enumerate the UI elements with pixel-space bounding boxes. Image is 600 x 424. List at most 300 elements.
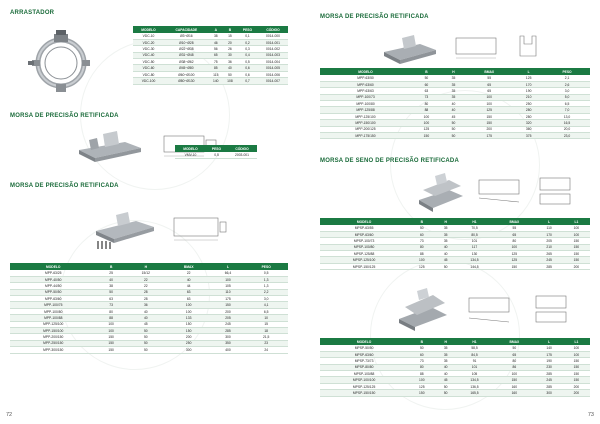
table-cell: 150 <box>96 340 125 346</box>
table-cell: 0,5 <box>244 270 288 276</box>
table-cell: 150 <box>212 302 245 308</box>
table-cell: MPSP-125/88 <box>320 251 408 257</box>
table-cell: 200 <box>212 308 245 314</box>
table-cell: 205 <box>536 238 563 244</box>
sine-vise-diagram-2 <box>465 290 521 330</box>
table-cell: 55 <box>493 225 535 231</box>
col-header: BMAX <box>493 218 535 225</box>
table-cell: 40 <box>442 107 465 113</box>
table-cell: 101 <box>456 238 493 244</box>
sine-vise-image <box>415 170 467 214</box>
table-cell: Ø38~Ø62 <box>164 59 209 65</box>
table-cell: 170 <box>513 81 544 87</box>
table-cell: MPP-200/150 <box>10 334 96 340</box>
table-cell: 40 <box>435 364 456 370</box>
col-header: MODELO <box>133 26 164 33</box>
table-cell: 125 <box>493 257 535 263</box>
table-row <box>10 347 288 353</box>
table-row <box>320 390 590 396</box>
table-cell: 63 <box>166 289 212 295</box>
col-header: MODELO <box>320 218 408 225</box>
table-cell: 55 <box>465 75 513 81</box>
table-cell: 100 <box>563 351 590 357</box>
table-cell: 144,5 <box>456 263 493 269</box>
table-cell: 75 <box>209 59 223 65</box>
table-cell: MPSP-73/73 <box>320 358 408 364</box>
table-cell: 80 <box>408 364 435 370</box>
table-cell: 245 <box>536 377 563 383</box>
col-header: MODELO <box>320 338 408 345</box>
sine-vise-table <box>320 218 590 270</box>
table-cell: 23,0 <box>544 133 590 139</box>
table-cell: 0014-003 <box>258 52 288 58</box>
table-cell: MPP-125/88 <box>320 107 411 113</box>
table-cell: MPP-300/150 <box>10 347 96 353</box>
table-cell: 15 <box>223 33 237 39</box>
table-cell: MPP-175/150 <box>320 133 411 139</box>
table-cell: MPSP-100/73 <box>320 238 408 244</box>
table-cell: 3,0 <box>244 296 288 302</box>
arrastador-table <box>133 26 288 85</box>
table-cell: Ø10~Ø28 <box>164 39 209 45</box>
vise-diagram-3 <box>452 32 508 64</box>
table-cell: 150 <box>411 133 442 139</box>
table-cell: 40 <box>442 101 465 107</box>
col-header: PESO <box>237 26 258 33</box>
table-cell: 150 <box>493 377 535 383</box>
table-cell: 300 <box>536 390 563 396</box>
table-cell: 175 <box>212 296 245 302</box>
table-cell: 40 <box>435 244 456 250</box>
table-cell: MPP-44/50 <box>10 283 96 289</box>
table-cell: 170 <box>536 231 563 237</box>
table-cell: 63 <box>96 296 125 302</box>
col-header: CÓDIGO <box>227 145 257 152</box>
table-cell: MPSP-150/125 <box>320 263 408 269</box>
lathe-dog-image <box>28 30 94 96</box>
col-header: B <box>408 338 435 345</box>
table-cell: 50 <box>408 225 435 231</box>
table-cell: 250 <box>513 101 544 107</box>
table-cell: 66,4 <box>212 270 245 276</box>
table-cell: 0,5 <box>237 59 258 65</box>
table-cell: MPP-200/125 <box>320 126 411 132</box>
table-cell: 100 <box>563 345 590 351</box>
table-cell: 28 <box>126 296 166 302</box>
col-header: H1 <box>456 218 493 225</box>
col-header: PESO <box>544 68 590 75</box>
page-number: 72 <box>6 412 13 418</box>
table-cell: 21,5 <box>244 334 288 340</box>
table-cell: 0014-000 <box>258 33 288 39</box>
table-cell: 60 <box>411 81 442 87</box>
table-cell: 20 <box>223 39 237 45</box>
table-cell: 105 <box>212 283 245 289</box>
col-header: BMAX <box>465 68 513 75</box>
table-cell: 0,7 <box>237 78 258 84</box>
table-cell: 210 <box>536 244 563 250</box>
table-row <box>320 263 590 269</box>
col-header: B <box>411 68 442 75</box>
table-cell: 45 <box>435 377 456 383</box>
table-cell: 100 <box>493 244 535 250</box>
table-cell: 115 <box>209 71 223 77</box>
table-cell: 35 <box>442 94 465 100</box>
table-cell: 0014-001 <box>258 39 288 45</box>
table-cell: 110 <box>536 225 563 231</box>
table-cell: MPP-100/73 <box>320 94 411 100</box>
table-cell: 2,1 <box>544 75 590 81</box>
col-header: B <box>408 218 435 225</box>
sine-vise-side-diagram <box>536 172 576 210</box>
table-cell: 210 <box>513 94 544 100</box>
table-cell: VDC-80 <box>133 71 164 77</box>
section-title-seno: MORSA DE SENO DE PRECISÃO RETIFICADA <box>320 158 459 164</box>
table-cell: 40 <box>166 276 212 282</box>
col-header: L <box>536 338 563 345</box>
table-cell: MPP-50/50 <box>10 289 96 295</box>
table-cell: 73 <box>408 358 435 364</box>
table-row <box>320 133 590 139</box>
table-cell: 175 <box>465 133 513 139</box>
table-cell: 205 <box>212 315 245 321</box>
table-cell: 45 <box>442 113 465 119</box>
table-cell: 50 <box>411 75 442 81</box>
table-cell: 150 <box>96 347 125 353</box>
table-cell: 50 <box>126 340 166 346</box>
table-cell: 40 <box>435 251 456 257</box>
table-cell: 140 <box>536 345 563 351</box>
col-header: PESO <box>206 145 227 152</box>
table-cell: Ø45~Ø80 <box>164 65 209 71</box>
table-cell: 58,5 <box>456 345 493 351</box>
table-cell: MPSP-63/60 <box>320 231 408 237</box>
table-cell: 100 <box>408 377 435 383</box>
table-cell: 125 <box>465 107 513 113</box>
table-cell: 125 <box>411 126 442 132</box>
table-cell: 285 <box>536 263 563 269</box>
col-header: B <box>96 263 125 270</box>
table-cell: 150 <box>563 251 590 257</box>
table-row <box>133 78 288 84</box>
table-cell: 0,2 <box>237 39 258 45</box>
table-cell: MPP-100/80 <box>320 101 411 107</box>
table-cell: 70,5 <box>456 225 493 231</box>
table-cell: MPP-125/100 <box>10 321 96 327</box>
table-cell: 0,6 <box>237 71 258 77</box>
table-cell: 165,5 <box>456 390 493 396</box>
table-cell: 18 <box>244 328 288 334</box>
table-cell: MPP-63/63 <box>320 88 411 94</box>
table-cell: 63 <box>166 296 212 302</box>
table-cell: 40 <box>126 315 166 321</box>
table-cell: 88 <box>408 371 435 377</box>
table-cell: 25 <box>96 270 125 276</box>
table-cell: 0014-007 <box>258 78 288 84</box>
table-cell: 320 <box>513 120 544 126</box>
table-cell: 10 <box>244 315 288 321</box>
table-cell: 300 <box>166 347 212 353</box>
table-cell: MPSP-125/100 <box>320 257 408 263</box>
table-cell: 35 <box>435 358 456 364</box>
table-cell: 22 <box>126 283 166 289</box>
table-cell: 0,6 <box>237 65 258 71</box>
table-cell: 245 <box>212 321 245 327</box>
table-cell: 16,5 <box>544 120 590 126</box>
table-cell: 86 <box>493 364 535 370</box>
table-cell: 84,5 <box>456 351 493 357</box>
table-cell: 40 <box>96 276 125 282</box>
table-cell: 0014-005 <box>258 65 288 71</box>
table-cell: 80 <box>493 238 535 244</box>
col-header: H <box>442 68 465 75</box>
table-cell: 24 <box>244 347 288 353</box>
table-cell: MPSP-50/50 <box>320 345 408 351</box>
precision-vise-image <box>75 124 145 164</box>
table-row <box>175 152 257 158</box>
table-cell: 2,2 <box>244 289 288 295</box>
table-cell: 50 <box>223 71 237 77</box>
table-cell: 100 <box>563 231 590 237</box>
table-cell: 108 <box>223 78 237 84</box>
table-cell: 35 <box>435 345 456 351</box>
table-cell: 45 <box>435 257 456 263</box>
right-page <box>300 0 600 424</box>
table-cell: 65 <box>209 52 223 58</box>
table-cell: 50 <box>435 383 456 389</box>
vise-diagram-2 <box>170 210 230 246</box>
table-cell: MPSP-100/80 <box>320 244 408 250</box>
table-cell: 4,1 <box>244 302 288 308</box>
table-cell: 63 <box>411 88 442 94</box>
table-cell: 80 <box>493 358 535 364</box>
table-cell: 0,1 <box>237 33 258 39</box>
sine-vise-table-2 <box>320 338 590 397</box>
table-cell: 150 <box>493 263 535 269</box>
table-cell: 285 <box>536 383 563 389</box>
table-cell: 35 <box>435 238 456 244</box>
table-cell: MPP-150/100 <box>10 328 96 334</box>
table-cell: MPP-63/50 <box>320 75 411 81</box>
table-cell: VDC-10 <box>133 33 164 39</box>
table-cell: 0014-002 <box>258 46 288 52</box>
table-cell: 22 <box>126 276 166 282</box>
table-cell: MPSP-63/60 <box>320 351 408 357</box>
table-cell: 125 <box>493 251 535 257</box>
table-cell: 50 <box>442 133 465 139</box>
col-header: L <box>513 68 544 75</box>
table-cell: MPP-100/80 <box>10 308 96 314</box>
table-cell: 35 <box>435 231 456 237</box>
table-cell: 100 <box>493 371 535 377</box>
table-cell: 35 <box>442 88 465 94</box>
table-cell: 150 <box>563 238 590 244</box>
table-cell: 110 <box>212 289 245 295</box>
table-cell: 200 <box>563 390 590 396</box>
col-header: L <box>536 218 563 225</box>
table-cell: 73 <box>411 94 442 100</box>
table-cell: 350 <box>212 340 245 346</box>
col-header: H <box>126 263 166 270</box>
table-cell: 7,0 <box>544 107 590 113</box>
table-cell: 2003-001 <box>227 152 257 158</box>
table-cell: 65 <box>465 81 513 87</box>
table-cell: VDC-20 <box>133 39 164 45</box>
table-cell: 50 <box>442 126 465 132</box>
table-cell: Ø31~Ø48 <box>164 52 209 58</box>
table-cell: 65 <box>493 351 535 357</box>
table-cell: 150 <box>96 334 125 340</box>
table-cell: 280 <box>513 107 544 113</box>
table-cell: 0014-004 <box>258 59 288 65</box>
table-cell: 100 <box>408 257 435 263</box>
table-cell: 0,5 <box>206 152 227 158</box>
table-cell: 45 <box>126 321 166 327</box>
table-cell: 230 <box>536 364 563 370</box>
col-header: H1 <box>456 338 493 345</box>
table-cell: 50 <box>493 345 535 351</box>
table-cell: 20,0 <box>544 126 590 132</box>
table-cell: 65 <box>493 231 535 237</box>
table-cell: 2,6 <box>544 81 590 87</box>
section-title-morsa-3: MORSA DE PRECISÃO RETIFICADA <box>320 14 429 20</box>
table-cell: 15 <box>244 321 288 327</box>
table-cell: MPP-150/100 <box>320 120 411 126</box>
table-cell: 38 <box>96 283 125 289</box>
table-cell: 285 <box>212 328 245 334</box>
table-cell: MPSP-100/100 <box>320 377 408 383</box>
table-cell: 150 <box>465 120 513 126</box>
table-cell: 35 <box>442 81 465 87</box>
table-cell: VDC-50 <box>133 59 164 65</box>
table-cell: 35 <box>435 225 456 231</box>
table-cell: MPSP-63/55 <box>320 225 408 231</box>
table-cell: 85 <box>209 65 223 71</box>
col-header: L1 <box>563 338 590 345</box>
table-cell: 100 <box>166 302 212 308</box>
table-cell: 80 <box>408 244 435 250</box>
morsa-table-large <box>10 263 288 354</box>
table-cell: MPP-100/75 <box>10 302 96 308</box>
table-cell: 105 <box>456 371 493 377</box>
table-cell: 360 <box>513 126 544 132</box>
table-cell: MPSP-125/125 <box>320 383 408 389</box>
col-header: L1 <box>563 218 590 225</box>
table-cell: 100 <box>465 94 513 100</box>
col-header: A <box>209 26 223 33</box>
table-cell: 150 <box>563 244 590 250</box>
table-cell: 125 <box>408 383 435 389</box>
table-cell: 400 <box>212 347 245 353</box>
table-cell: 88 <box>408 251 435 257</box>
table-cell: 36 <box>223 59 237 65</box>
table-cell: MPSP-80/80 <box>320 364 408 370</box>
table-cell: 150 <box>563 358 590 364</box>
table-cell: 245 <box>536 257 563 263</box>
table-cell: 150 <box>166 321 212 327</box>
table-cell: 200 <box>465 126 513 132</box>
sine-vise-diagram <box>475 172 531 210</box>
table-cell: 40 <box>435 371 456 377</box>
table-cell: Ø3~Ø16 <box>164 33 209 39</box>
table-cell: 15/12 <box>126 270 166 276</box>
table-cell: 36 <box>126 302 166 308</box>
table-cell: 200 <box>166 334 212 340</box>
table-cell: 160 <box>493 390 535 396</box>
table-cell: 140 <box>209 78 223 84</box>
table-cell: MPSP-100/88 <box>320 371 408 377</box>
table-cell: 125 <box>513 75 544 81</box>
col-header: L <box>212 263 245 270</box>
vise-jaw-diagram <box>516 32 540 60</box>
table-cell: 40 <box>126 308 166 314</box>
table-cell: 73 <box>96 302 125 308</box>
table-cell: 35 <box>435 351 456 357</box>
table-cell: 35 <box>442 75 465 81</box>
table-cell: 150 <box>563 371 590 377</box>
section-title-morsa-2: MORSA DE PRECISÃO RETIFICADA <box>10 183 119 189</box>
col-header: MODELO <box>10 263 96 270</box>
table-cell: 250 <box>166 340 212 346</box>
table-cell: 0,3 <box>237 46 258 52</box>
table-cell: 100 <box>411 120 442 126</box>
morsa-table-right <box>320 68 590 139</box>
col-header: PESO <box>244 263 288 270</box>
morsa-table-small <box>175 145 257 159</box>
table-cell: 22 <box>166 270 212 276</box>
col-header: CAPACIDADE <box>164 26 209 33</box>
table-cell: 26 <box>223 46 237 52</box>
table-cell: 60 <box>408 231 435 237</box>
table-cell: MPP-63/60 <box>10 296 96 302</box>
table-cell: 5,0 <box>544 94 590 100</box>
page-number: 73 <box>587 412 594 418</box>
sine-vise-image-2 <box>395 285 453 335</box>
table-cell: 50 <box>126 328 166 334</box>
col-header: BMAX <box>493 338 535 345</box>
table-cell: VDC-100 <box>133 78 164 84</box>
vise-with-keys-image <box>90 205 162 249</box>
table-cell: 200 <box>563 263 590 269</box>
table-cell: 44 <box>166 283 212 289</box>
table-cell: 300 <box>212 334 245 340</box>
table-cell: 150 <box>166 328 212 334</box>
table-cell: 100 <box>96 321 125 327</box>
table-cell: 3,0 <box>544 88 590 94</box>
table-cell: 136,5 <box>456 383 493 389</box>
table-cell: MPSP-150/150 <box>320 390 408 396</box>
table-cell: 100 <box>411 113 442 119</box>
col-header: MODELO <box>175 145 206 152</box>
table-cell: 375 <box>513 133 544 139</box>
sine-vise-side-diagram-2 <box>532 290 572 330</box>
table-cell: 56 <box>209 46 223 52</box>
table-cell: 50 <box>442 120 465 126</box>
table-cell: 0,4 <box>237 52 258 58</box>
table-cell: 190 <box>536 358 563 364</box>
table-cell: 150 <box>563 377 590 383</box>
table-cell: 0014-006 <box>258 71 288 77</box>
col-header: H <box>435 338 456 345</box>
col-header: CÓDIGO <box>258 26 288 33</box>
table-cell: 60 <box>408 351 435 357</box>
table-cell: 40 <box>223 65 237 71</box>
table-cell: 80 <box>411 101 442 107</box>
table-cell: 50 <box>408 345 435 351</box>
table-cell: 100 <box>563 225 590 231</box>
table-cell: 100 <box>465 101 513 107</box>
table-cell: 101 <box>456 364 493 370</box>
